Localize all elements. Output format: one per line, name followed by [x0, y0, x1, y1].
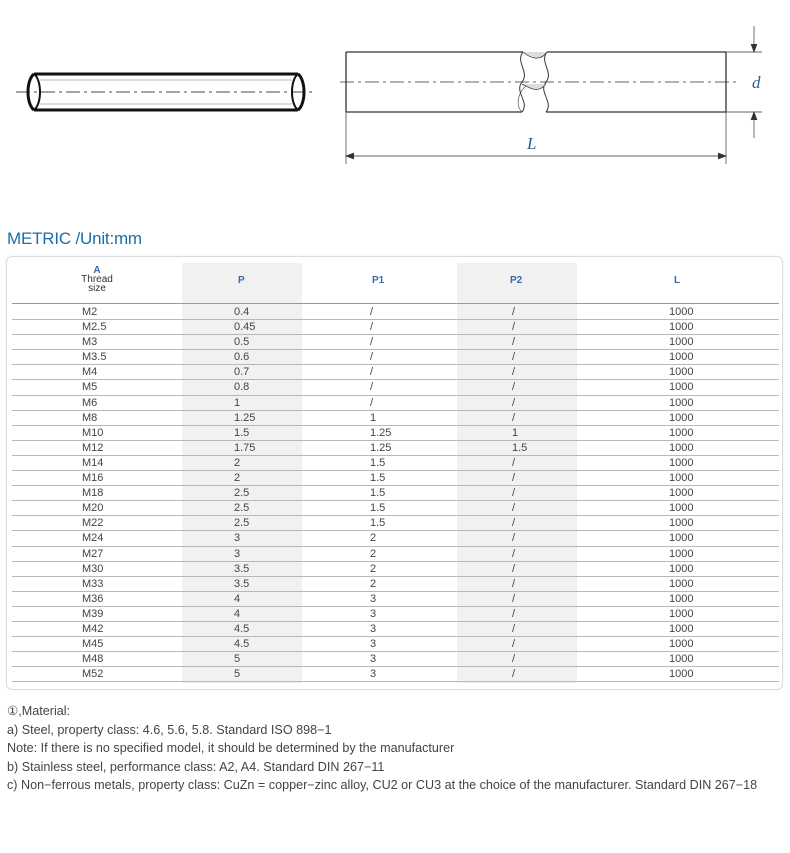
pitch-p1-cell: 1.5: [370, 517, 386, 530]
table-row: [12, 486, 779, 501]
pitch-p2-cell: /: [512, 622, 516, 635]
pitch-p-cell: 1.5: [234, 426, 250, 439]
length-cell: 1000: [669, 381, 694, 394]
pitch-p-cell: 3.5: [234, 577, 250, 590]
pitch-p1-cell: 3: [370, 638, 377, 651]
pitch-p-cell: 2.5: [234, 517, 250, 530]
length-cell: 1000: [669, 306, 694, 318]
pitch-p1-cell: 3: [370, 607, 377, 620]
table-row: [12, 471, 779, 486]
length-cell: 1000: [669, 411, 694, 424]
header-a-label: A: [93, 265, 101, 276]
table-row: [12, 501, 779, 516]
table-row: [12, 577, 779, 592]
threaded-rod-drawing: [0, 0, 790, 200]
length-cell: 1000: [669, 517, 694, 530]
thread-size-cell: M10: [82, 426, 104, 439]
note-steel: a) Steel, property class: 4.6, 5.6, 5.8. Standard ISO 898−1: [7, 722, 332, 737]
pitch-p2-cell: 1.5: [512, 441, 528, 454]
pitch-p1-cell: 1.5: [370, 472, 386, 485]
note-nonferrous: c) Non−ferrous metals, property class: CuZn = copper−zinc alloy, CU2 or CU3 at the choice of the manufacturer. Standard DIN 267−18: [7, 778, 758, 793]
pitch-p2-cell: /: [512, 366, 516, 379]
thread-size-cell: M20: [82, 502, 104, 515]
length-cell: 1000: [669, 351, 694, 364]
pitch-p2-cell: /: [512, 532, 516, 545]
table-row: [12, 365, 779, 380]
thread-size-cell: M33: [82, 577, 104, 590]
pitch-p-cell: 5: [234, 668, 241, 681]
table-row: [12, 607, 779, 622]
pitch-p-cell: 0.45: [234, 321, 256, 334]
pitch-p-cell: 4: [234, 592, 241, 605]
thread-size-cell: M6: [82, 396, 98, 409]
thread-size-cell: M3: [82, 336, 98, 349]
table-row: [12, 396, 779, 411]
table-row: [12, 411, 779, 426]
header-p: P: [238, 275, 245, 286]
length-cell: 1000: [669, 366, 694, 379]
thread-size-cell: M39: [82, 607, 104, 620]
pitch-p-cell: 3.5: [234, 562, 250, 575]
pitch-p1-cell: 1.5: [370, 502, 386, 515]
pitch-p2-cell: /: [512, 592, 516, 605]
thread-size-cell: M36: [82, 592, 104, 605]
thread-size-cell: M45: [82, 638, 104, 651]
pitch-p2-cell: /: [512, 577, 516, 590]
thread-size-cell: M18: [82, 487, 104, 500]
table-row: [12, 380, 779, 395]
thread-size-cell: M5: [82, 381, 98, 394]
length-cell: 1000: [669, 396, 694, 409]
table-row: [12, 562, 779, 577]
pitch-p1-cell: 1.25: [370, 441, 392, 454]
thread-size-cell: M30: [82, 562, 104, 575]
pitch-p-cell: 2.5: [234, 502, 250, 515]
length-cell: 1000: [669, 321, 694, 334]
section-title: METRIC /Unit:mm: [7, 229, 142, 248]
thread-size-cell: M2.5: [82, 321, 107, 334]
length-cell: 1000: [669, 653, 694, 666]
pitch-p-cell: 0.5: [234, 336, 250, 349]
table-row: [12, 667, 779, 682]
pitch-p1-cell: 1.25: [370, 426, 392, 439]
pitch-p1-cell: 3: [370, 653, 377, 666]
pitch-p1-cell: /: [370, 306, 374, 318]
thread-size-cell: M4: [82, 366, 98, 379]
pitch-p1-cell: 2: [370, 577, 377, 590]
pitch-p2-cell: /: [512, 336, 516, 349]
table-body: [12, 305, 779, 682]
pitch-p1-cell: /: [370, 366, 374, 379]
pitch-p2-cell: /: [512, 502, 516, 515]
table-row: [12, 426, 779, 441]
pitch-p-cell: 0.6: [234, 351, 250, 364]
table-row: [12, 531, 779, 546]
pitch-p-cell: 2: [234, 472, 241, 485]
header-p2: P2: [510, 275, 523, 286]
length-cell: 1000: [669, 487, 694, 500]
table-row: [12, 305, 779, 320]
dimension-d-label: d: [752, 73, 761, 92]
thread-spec-table: [6, 256, 783, 690]
pitch-p2-cell: /: [512, 306, 516, 318]
pitch-p2-cell: /: [512, 547, 516, 560]
table-row: [12, 516, 779, 531]
pitch-p2-cell: /: [512, 381, 516, 394]
table-row: [12, 350, 779, 365]
pitch-p1-cell: 3: [370, 592, 377, 605]
pitch-p2-cell: /: [512, 396, 516, 409]
pitch-p2-cell: /: [512, 653, 516, 666]
length-cell: 1000: [669, 532, 694, 545]
pitch-p1-cell: /: [370, 351, 374, 364]
pitch-p-cell: 0.7: [234, 366, 250, 379]
pitch-p2-cell: /: [512, 562, 516, 575]
dimension-l-label: L: [527, 134, 537, 153]
pitch-p1-cell: 2: [370, 547, 377, 560]
pitch-p-cell: 3: [234, 532, 241, 545]
pitch-p2-cell: /: [512, 456, 516, 469]
note-stainless: b) Stainless steel, performance class: A2, A4. Standard DIN 267−11: [7, 759, 385, 774]
table-row: [12, 622, 779, 637]
table-row: [12, 456, 779, 471]
thread-size-cell: M2: [82, 306, 98, 318]
pitch-p2-cell: /: [512, 607, 516, 620]
notes-section: [7, 702, 777, 795]
pitch-p2-cell: /: [512, 487, 516, 500]
length-cell: 1000: [669, 622, 694, 635]
length-cell: 1000: [669, 426, 694, 439]
rod-perspective-illustration: [16, 74, 312, 110]
pitch-p1-cell: 2: [370, 532, 377, 545]
length-cell: 1000: [669, 441, 694, 454]
length-cell: 1000: [669, 668, 694, 681]
pitch-p-cell: 1: [234, 396, 241, 409]
table-row: [12, 637, 779, 652]
pitch-p1-cell: 3: [370, 622, 377, 635]
length-cell: 1000: [669, 638, 694, 651]
pitch-p1-cell: 1.5: [370, 487, 386, 500]
thread-size-cell: M8: [82, 411, 98, 424]
pitch-p1-cell: 1: [370, 411, 377, 424]
pitch-p-cell: 3: [234, 547, 241, 560]
pitch-p-cell: 4: [234, 607, 241, 620]
header-p1: P1: [372, 275, 385, 286]
pitch-p2-cell: /: [512, 321, 516, 334]
rod-orthographic-view: [340, 26, 762, 164]
pitch-p1-cell: /: [370, 396, 374, 409]
pitch-p1-cell: /: [370, 336, 374, 349]
length-cell: 1000: [669, 502, 694, 515]
pitch-p-cell: 0.8: [234, 381, 250, 394]
pitch-p1-cell: 3: [370, 668, 377, 681]
length-cell: 1000: [669, 472, 694, 485]
pitch-p-cell: 1.75: [234, 441, 256, 454]
note-material-heading: ①,Material:: [7, 704, 71, 718]
pitch-p1-cell: 1.5: [370, 456, 386, 469]
thread-size-cell: M24: [82, 532, 104, 545]
pitch-p2-cell: /: [512, 638, 516, 651]
pitch-p2-cell: /: [512, 472, 516, 485]
thread-size-cell: M16: [82, 472, 104, 485]
thread-size-cell: M22: [82, 517, 104, 530]
pitch-p-cell: 4.5: [234, 638, 250, 651]
pitch-p1-cell: /: [370, 321, 374, 334]
pitch-p-cell: 2: [234, 456, 241, 469]
pitch-p2-cell: /: [512, 351, 516, 364]
thread-size-cell: M27: [82, 547, 104, 560]
thread-size-cell: M48: [82, 653, 104, 666]
pitch-p2-cell: 1: [512, 426, 519, 439]
length-cell: 1000: [669, 592, 694, 605]
table-row: [12, 335, 779, 350]
pitch-p2-cell: /: [512, 411, 516, 424]
header-l: L: [674, 275, 681, 286]
header-thread-label: Thread: [81, 274, 113, 285]
pitch-p2-cell: /: [512, 517, 516, 530]
table-row: [12, 320, 779, 335]
length-cell: 1000: [669, 336, 694, 349]
pitch-p2-cell: /: [512, 668, 516, 681]
thread-size-cell: M3.5: [82, 351, 107, 364]
thread-size-cell: M12: [82, 441, 104, 454]
length-cell: 1000: [669, 562, 694, 575]
length-cell: 1000: [669, 577, 694, 590]
pitch-p-cell: 0.4: [234, 306, 250, 318]
length-cell: 1000: [669, 547, 694, 560]
pitch-p1-cell: /: [370, 381, 374, 394]
pitch-p1-cell: 2: [370, 562, 377, 575]
pitch-p-cell: 4.5: [234, 622, 250, 635]
pitch-p-cell: 5: [234, 653, 241, 666]
note-unspecified: Note: If there is no specified model, it should be determined by the manufacturer: [7, 741, 455, 756]
thread-size-cell: M52: [82, 668, 104, 681]
thread-size-cell: M42: [82, 622, 104, 635]
length-cell: 1000: [669, 456, 694, 469]
header-thread-size: [67, 266, 127, 293]
thread-size-cell: M14: [82, 456, 104, 469]
table-row: [12, 592, 779, 607]
table-row: [12, 652, 779, 667]
pitch-p-cell: 1.25: [234, 411, 256, 424]
table-row: [12, 547, 779, 562]
pitch-p-cell: 2.5: [234, 487, 250, 500]
header-divider: [12, 303, 779, 304]
table-row: [12, 441, 779, 456]
length-cell: 1000: [669, 607, 694, 620]
header-size-label: size: [88, 283, 106, 294]
